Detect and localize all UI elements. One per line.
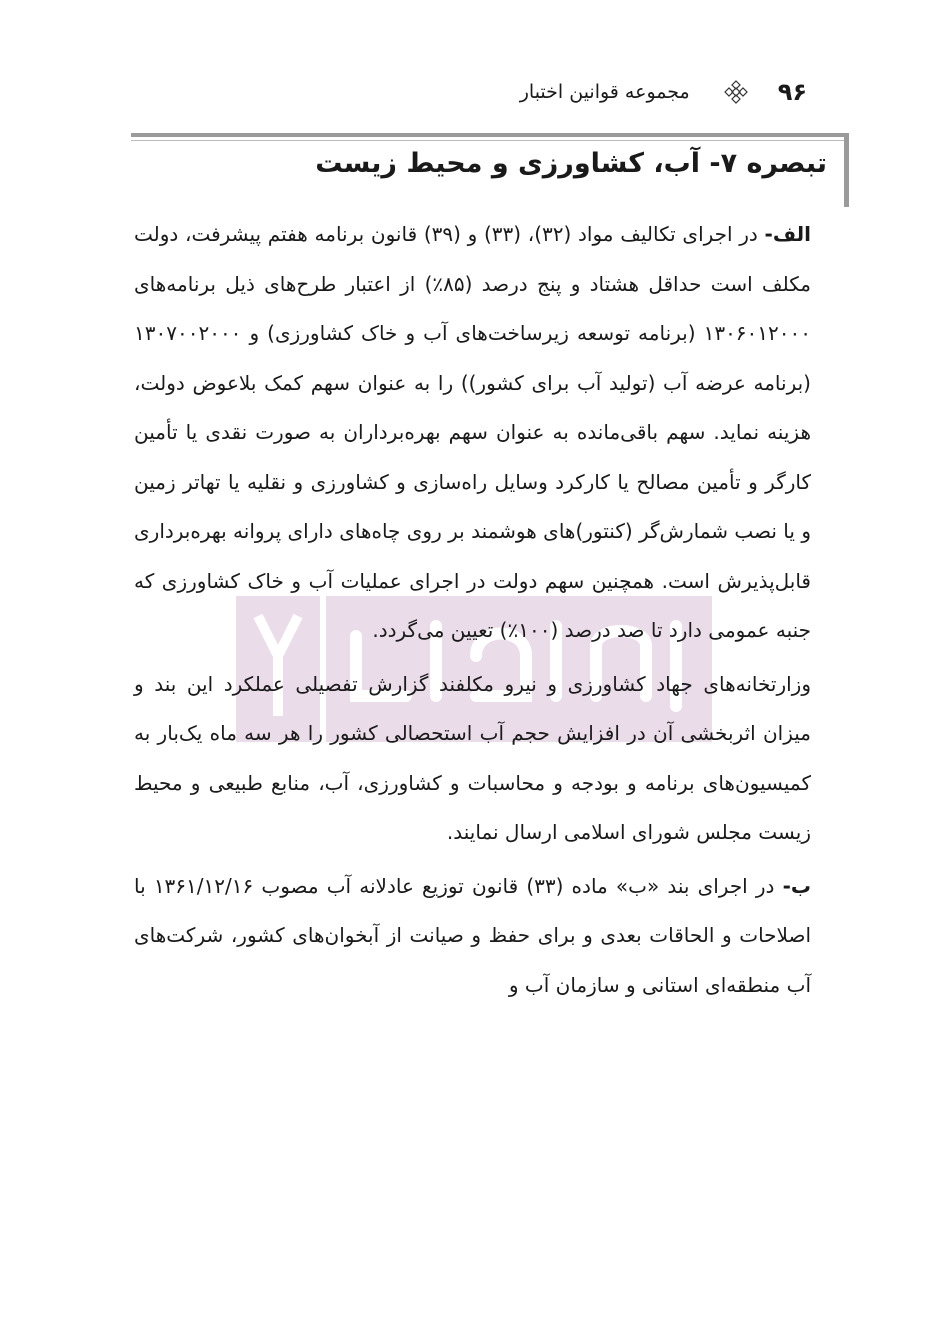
- header-rule: [131, 133, 846, 137]
- paragraph-text: در اجرای بند «ب» ماده (۳۳) قانون توزیع عادلانه آب مصوب ۱۳۶۱/۱۲/۱۶ با اصلاحات و الحاقات بعدی و برای حفظ و صیانت از آبخوان‌های کشور، شرکت‌های آب منطقه‌ای استانی و سازمان آب و: [134, 873, 811, 997]
- page-number: ۹۶: [777, 78, 807, 106]
- paragraph-alef: [134, 210, 811, 656]
- section-side-bar: [844, 133, 849, 207]
- body-text: [134, 210, 811, 1014]
- paragraph-be: [134, 862, 811, 1011]
- paragraph-report: [134, 660, 811, 858]
- running-header-title: مجموعه قوانین اختبار: [519, 81, 690, 103]
- paragraph-lead-label: ب-: [782, 873, 811, 898]
- header-rule-thin: [131, 140, 846, 141]
- paragraph-lead-label: الف-: [764, 222, 812, 246]
- section-heading: تبصره ۷- آب، کشاورزی و محیط زیست: [315, 148, 827, 179]
- diamond-ornament-icon: [724, 80, 748, 104]
- paragraph-text: در اجرای تکالیف مواد (۳۲)، (۳۳) و (۳۹) قانون برنامه هفتم پیشرفت، دولت مکلف است حداقل هشتاد و پنج درصد (۸۵٪) از اعتبار طرح‌های ذیل برنامه‌های ۱۳۰۶۰۱۲۰۰۰ (برنامه توسعه زیرساخت‌های آب و خاک کشاورزی) و ۱۳۰۷۰۰۲۰۰۰ (برنامه عرضه آب (تولید آب برای کشور)) را به عنوان سهم کمک بلاعوض دولت، هزینه نماید. سهم باقی‌مانده به عنوان سهم بهره‌برداران به صورت نقدی یا تأمین کارگر و تأمین مصالح یا کارکرد وسایل راه‌سازی و کشاورزی و نقلیه یا تهاتر زمین و یا نصب شمارش‌گر (کنتور)های هوشمند بر روی چاه‌های دارای پروانه بهره‌برداری قابل‌پذیرش است. همچنین سهم دولت در اجرای عملیات آب و خاک کشاورزی که جنبه عمومی دارد تا صد درصد (۱۰۰٪) تعیین می‌گردد.: [134, 222, 811, 642]
- paragraph-text: وزارتخانه‌های جهاد کشاورزی و نیرو مکلفند گزارش تفصیلی عملکرد این بند و میزان اثربخشی آن در افزایش حجم آب استحصالی کشور را هر سه ماه یک‌بار به کمیسیون‌های برنامه و بودجه و محاسبات و کشاورزی، آب، منابع طبیعی و محیط زیست مجلس شورای اسلامی ارسال نمایند.: [134, 671, 811, 844]
- running-header: [130, 72, 807, 112]
